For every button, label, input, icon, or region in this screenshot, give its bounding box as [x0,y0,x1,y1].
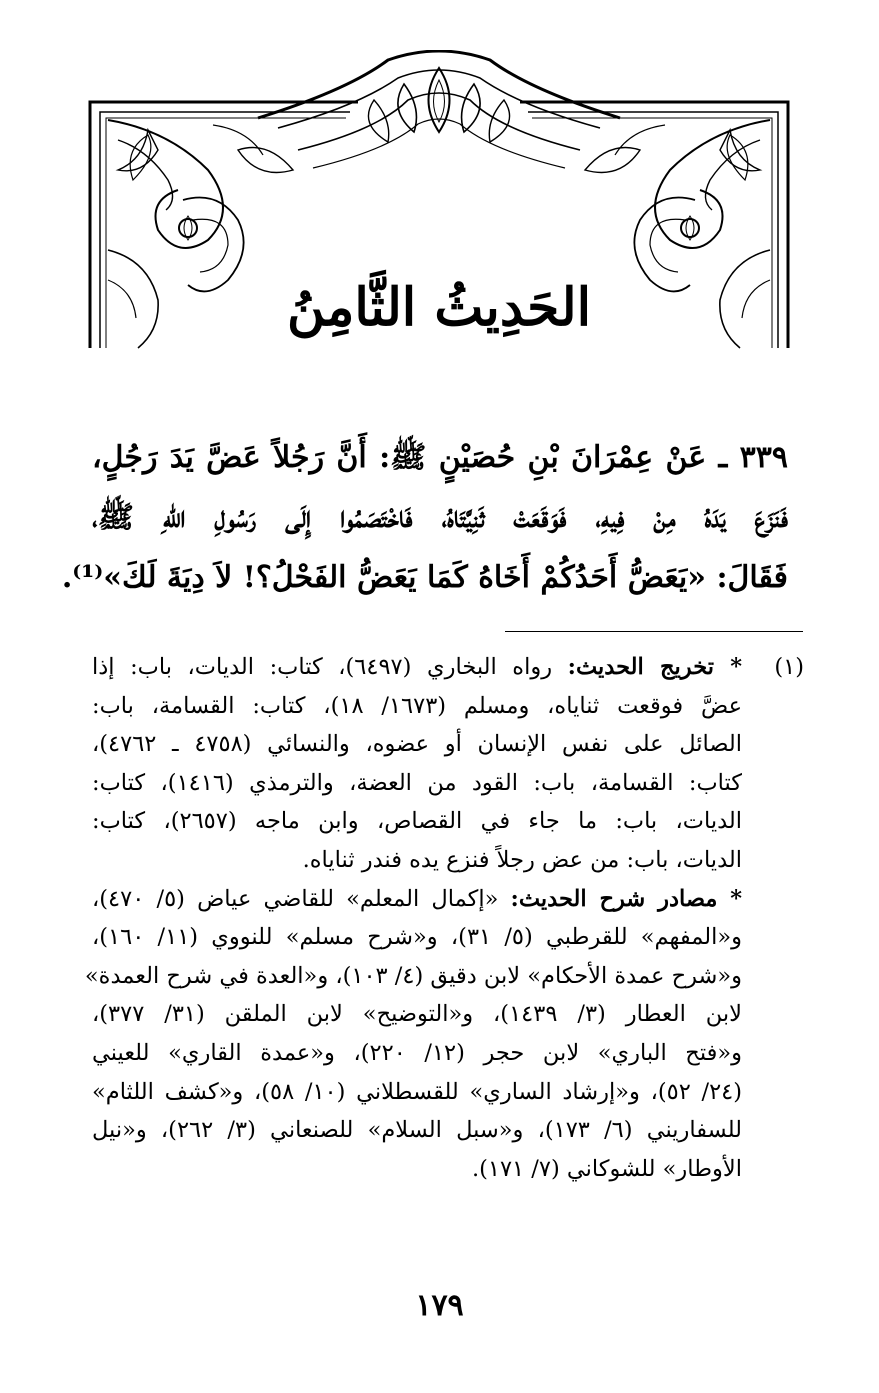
footnote-number: (١) [774,654,804,680]
footnote-line: و«فتح الباري» لابن حجر (١٢/ ٢٢٠)، و«عمدة القاري» للعيني [92,1039,743,1066]
footnote-line: (٢٤/ ٥٢)، و«إرشاد الساري» للقسطلاني (١٠/ ٥٨)، و«كشف اللثام» [92,1078,743,1105]
footnote-line-text: «إكمال المعلم» للقاضي عياض (٥/ ٤٧٠)، [92,885,511,912]
hadith-line: ٣٣٩ ـ عَنْ عِمْرَانَ بْنِ حُصَيْنٍ ﷺ: أَنَّ رَجُلاً عَضَّ يَدَ رَجُلٍ، [92,440,788,475]
footnote-body [84,648,743,1188]
footnote-line: الأوطار» للشوكاني (٧/ ١٧١). [471,1155,742,1182]
footnote-line: و«المفهم» للقرطبي (٥/ ٣١)، و«شرح مسلم» للنووي (١١/ ١٦٠)، [92,924,743,951]
footnote-line [92,648,742,687]
footnote-line: و«شرح عمدة الأحكام» لابن دقيق (٤/ ١٠٣)، و«العدة في شرح العمدة» [84,962,742,989]
footnote-line: الديات، باب: ما جاء في القصاص، وابن ماجه (٢٦٥٧)، كتاب: [92,808,742,835]
footnote-line: الصائل على نفس الإنسان أو عضوه، والنسائي (٤٧٥٨ ـ ٤٧٦٢)، [92,731,742,758]
footnote-line: كتاب: القسامة، باب: القود من العضة، والترمذي (١٤١٦)، كتاب: [92,769,742,796]
hadith-text [61,428,788,608]
footnote-heading: * تخريج الحديث: [567,654,742,680]
footnote-line: الديات، باب: من عض رجلاً فنزع يده فندر ثناياه. [302,846,742,873]
hadith-line: فَنَزَعَ يَدَهُ مِنْ فِيهِ، فَوَقَعَتْ ثَنِيَّتَاهُ، فَاخْتَصَمُوا إِلَى رَسُولِ اللهِ ﷺ، [92,500,788,535]
chapter-title: الحَدِيثُ الثَّامِنُ [286,277,592,338]
footnote-separator [505,631,803,632]
page-number: ١٧٩ [415,1288,464,1323]
footnote-line: للسفاريني (٦/ ١٧٣)، و«سبل السلام» للصنعاني (٣/ ٢٦٢)، و«نيل [92,1117,743,1144]
footnote-line-text: رواه البخاري (٦٤٩٧)، كتاب: الديات، باب: إذا [92,654,568,680]
footnote-line: عضَّ فوقعت ثناياه، ومسلم (١٦٧٣/ ١٨)، كتاب: القسامة، باب: [92,692,742,719]
footnote-line: لابن العطار (٣/ ١٤٣٩)، و«التوضيح» لابن الملقن (٣١/ ٣٧٧)، [92,1001,742,1028]
footnote-line [92,880,742,919]
footnote-heading: * مصادر شرح الحديث: [510,885,743,912]
footnote-block [84,648,804,1188]
hadith-line: فَقَالَ: «يَعَضُّ أَحَدُكُمْ أَخَاهُ كَمَا يَعَضُّ الفَحْلُ؟! لاَ دِيَةَ لَكَ»⁽¹⁾. [61,560,788,595]
